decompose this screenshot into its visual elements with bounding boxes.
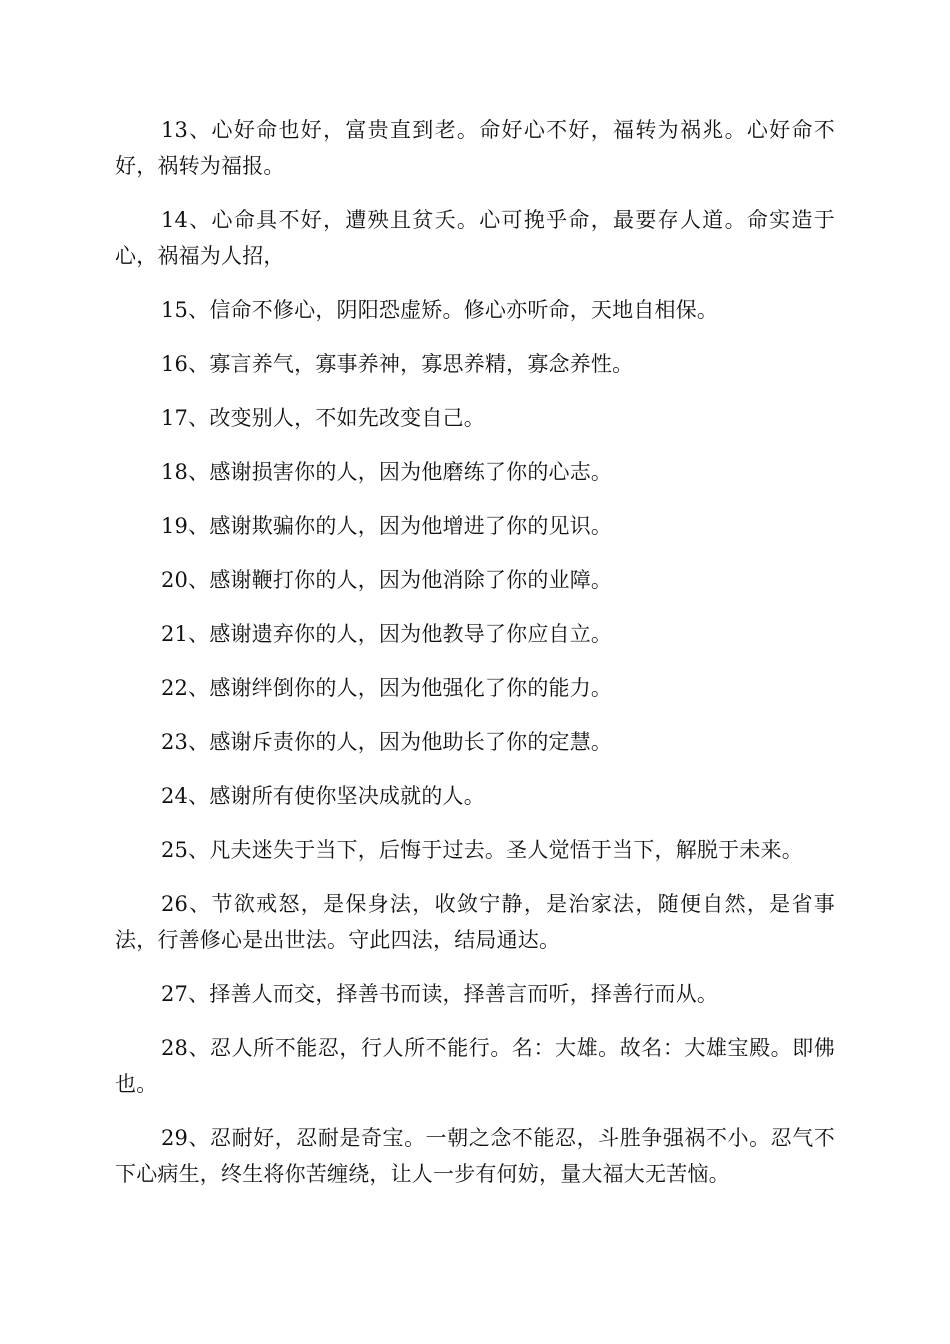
document-body	[115, 112, 835, 1210]
paragraph-16: 16、寡言养气，寡事养神，寡思养精，寡念养性。	[161, 352, 634, 376]
paragraph-17: 17、改变别人，不如先改变自己。	[161, 406, 485, 430]
paragraph-21: 21、感谢遗弃你的人，因为他教导了你应自立。	[161, 622, 613, 646]
paragraph-20: 20、感谢鞭打你的人，因为他消除了你的业障。	[161, 568, 613, 592]
paragraph-22: 22、感谢绊倒你的人，因为他强化了你的能力。	[161, 676, 613, 700]
paragraph-19: 19、感谢欺骗你的人，因为他增进了你的见识。	[161, 514, 613, 538]
paragraph-14: 14、心命具不好，遭殃且贫夭。心可挽乎命，最要存人道。命实造于心，祸福为人招，	[115, 208, 835, 268]
paragraph-15: 15、信命不修心，阴阳恐虚矫。修心亦听命，天地自相保。	[161, 298, 719, 322]
paragraph-25: 25、凡夫迷失于当下，后悔于过去。圣人觉悟于当下，解脱于未来。	[161, 838, 803, 862]
paragraph-26: 26、节欲戒怒，是保身法，收敛宁静，是治家法，随便自然，是省事法，行善修心是出世法。守此四法，结局通达。	[115, 892, 835, 952]
paragraph-28: 28、忍人所不能忍，行人所不能行。名：大雄。故名：大雄宝殿。即佛也。	[115, 1036, 835, 1096]
paragraph-29: 29、忍耐好，忍耐是奇宝。一朝之念不能忍，斗胜争强祸不小。忍气不下心病生，终生将你苦缠绕，让人一步有何妨，量大福大无苦恼。	[115, 1126, 835, 1186]
paragraph-24: 24、感谢所有使你坚决成就的人。	[161, 784, 485, 808]
paragraph-13: 13、心好命也好，富贵直到老。命好心不好，福转为祸兆。心好命不好，祸转为福报。	[115, 118, 835, 178]
paragraph-18: 18、感谢损害你的人，因为他磨练了你的心志。	[161, 460, 613, 484]
paragraph-27: 27、择善人而交，择善书而读，择善言而听，择善行而从。	[161, 982, 719, 1006]
paragraph-23: 23、感谢斥责你的人，因为他助长了你的定慧。	[161, 730, 613, 754]
